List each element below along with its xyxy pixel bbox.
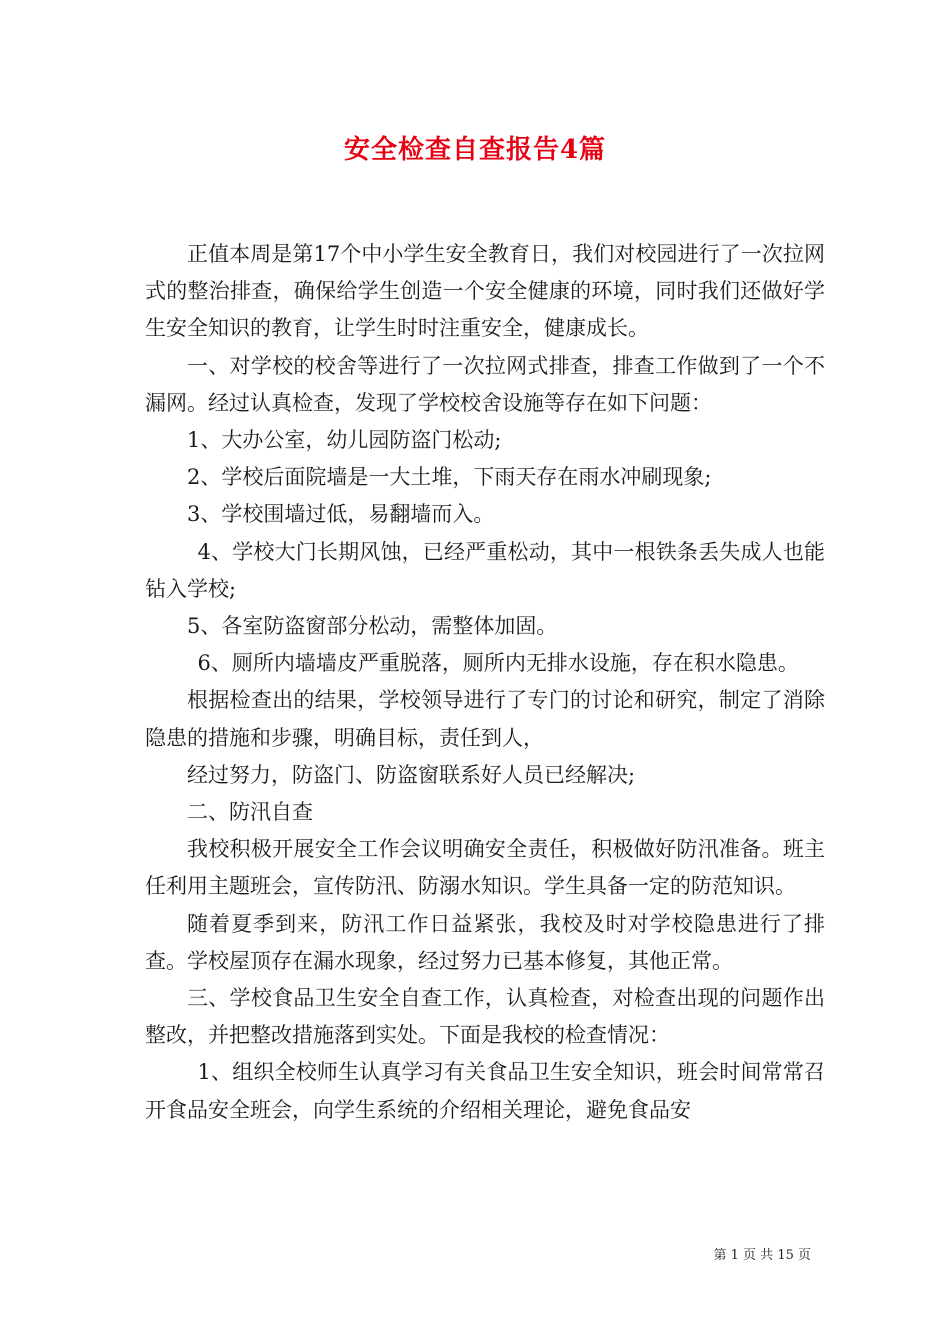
document-body xyxy=(145,236,825,1129)
paragraph-flood-summer: 随着夏季到来，防汛工作日益紧张，我校及时对学校隐患进行了排查。学校屋顶存在漏水现象，经过努力已基本修复，其他正常。 xyxy=(145,911,825,973)
section-heading-flood: 二、防汛自查 xyxy=(187,800,313,825)
paragraph-results: 根据检查出的结果，学校领导进行了专门的讨论和研究，制定了消除隐患的措施和步骤，明确目标，责任到人， xyxy=(145,688,825,750)
list-item-issue-1: 1、大办公室，幼儿园防盗门松动; xyxy=(187,428,502,453)
paragraph-section-three: 三、学校食品卫生安全自查工作，认真检查，对检查出现的问题作出整改，并把整改措施落到实处。下面是我校的检查情况： xyxy=(145,986,825,1048)
paragraph-flood-meeting: 我校积极开展安全工作会议明确安全责任，积极做好防汛准备。班主任利用主题班会，宣传防汛、防溺水知识。学生具备一定的防范知识。 xyxy=(145,837,825,899)
page-number: 第 1 页 共 15 页 xyxy=(713,1248,811,1263)
list-item-food-1: 1、组织全校师生认真学习有关食品卫生安全知识，班会时间常常召开食品安全班会，向学生系统的介绍相关理论，避免食品安 xyxy=(145,1060,825,1122)
paragraph-resolved: 经过努力，防盗门、防盗窗联系好人员已经解决; xyxy=(187,762,636,787)
list-item-issue-5: 5、各室防盗窗部分松动，需整体加固。 xyxy=(187,614,558,639)
list-item-issue-2: 2、学校后面院墙是一大土堆，下雨天存在雨水冲刷现象; xyxy=(187,465,712,490)
list-item-issue-4: 4、学校大门长期风蚀，已经严重松动，其中一根铁条丢失成人也能钻入学校; xyxy=(145,539,825,601)
list-item-issue-3: 3、学校围墙过低，易翻墙而入。 xyxy=(187,502,495,527)
paragraph-intro: 正值本周是第17个中小学生安全教育日，我们对校园进行了一次拉网式的整治排查，确保给学生创造一个安全健康的环境，同时我们还做好学生安全知识的教育，让学生时时注重安全，健康成长。 xyxy=(145,242,825,341)
list-item-issue-6: 6、厕所内墙墙皮严重脱落，厕所内无排水设施，存在积水隐患。 xyxy=(197,651,799,676)
paragraph-section-one: 一、对学校的校舍等进行了一次拉网式排查，排查工作做到了一个不漏网。经过认真检查，发现了学校校舍设施等存在如下问题： xyxy=(145,353,825,415)
document-title: 安全检查自查报告4篇 xyxy=(343,135,607,165)
